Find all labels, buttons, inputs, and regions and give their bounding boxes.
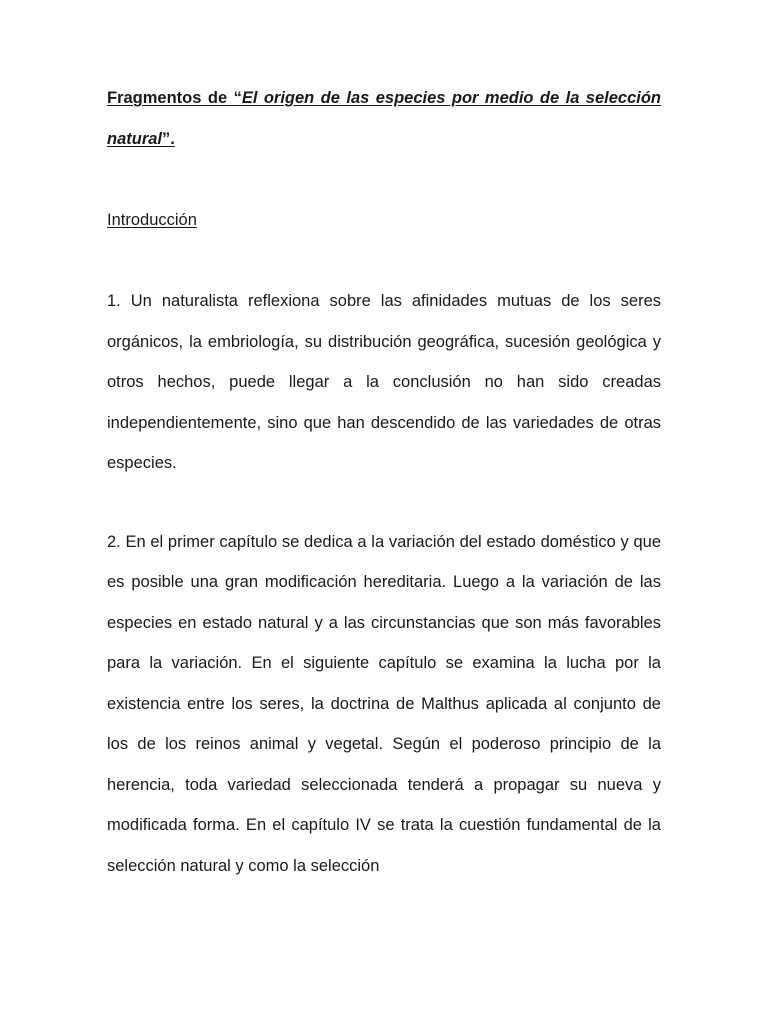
title-prefix: Fragmentos de [107, 89, 234, 107]
title-close-quote: ”. [162, 130, 175, 148]
title-open-quote: “ [233, 89, 242, 107]
document-title [107, 78, 661, 160]
document-page [107, 78, 661, 886]
paragraph-2: 2. En el primer capítulo se dedica a la variación del estado doméstico y que es posible una gran modificación hereditaria. Luego a la variación de las especies en estado natural y a las circunstancias que son más favorables para la variación. En el siguiente capítulo se examina la lucha por la existencia entre los seres, la doctrina de Malthus aplicada al conjunto de los de los reinos animal y vegetal. Según el poderoso principio de la herencia, toda variedad seleccionada tenderá a propagar su nueva y modificada forma. En el capítulo IV se trata la cuestión fundamental de la selección natural y como la selección [107, 532, 661, 875]
title-book-name: El origen de las especies por medio de la selección natural [107, 89, 662, 148]
title-underlined [107, 89, 661, 148]
paragraph-1: 1. Un naturalista reflexiona sobre las afinidades mutuas de los seres orgánicos, la embriología, su distribución geográfica, sucesión geológica y otros hechos, puede llegar a la conclusión no han sido creadas independientemente, sino que han descendido de las variedades de otras especies. [107, 292, 661, 472]
section-heading: Introducción [107, 211, 197, 229]
